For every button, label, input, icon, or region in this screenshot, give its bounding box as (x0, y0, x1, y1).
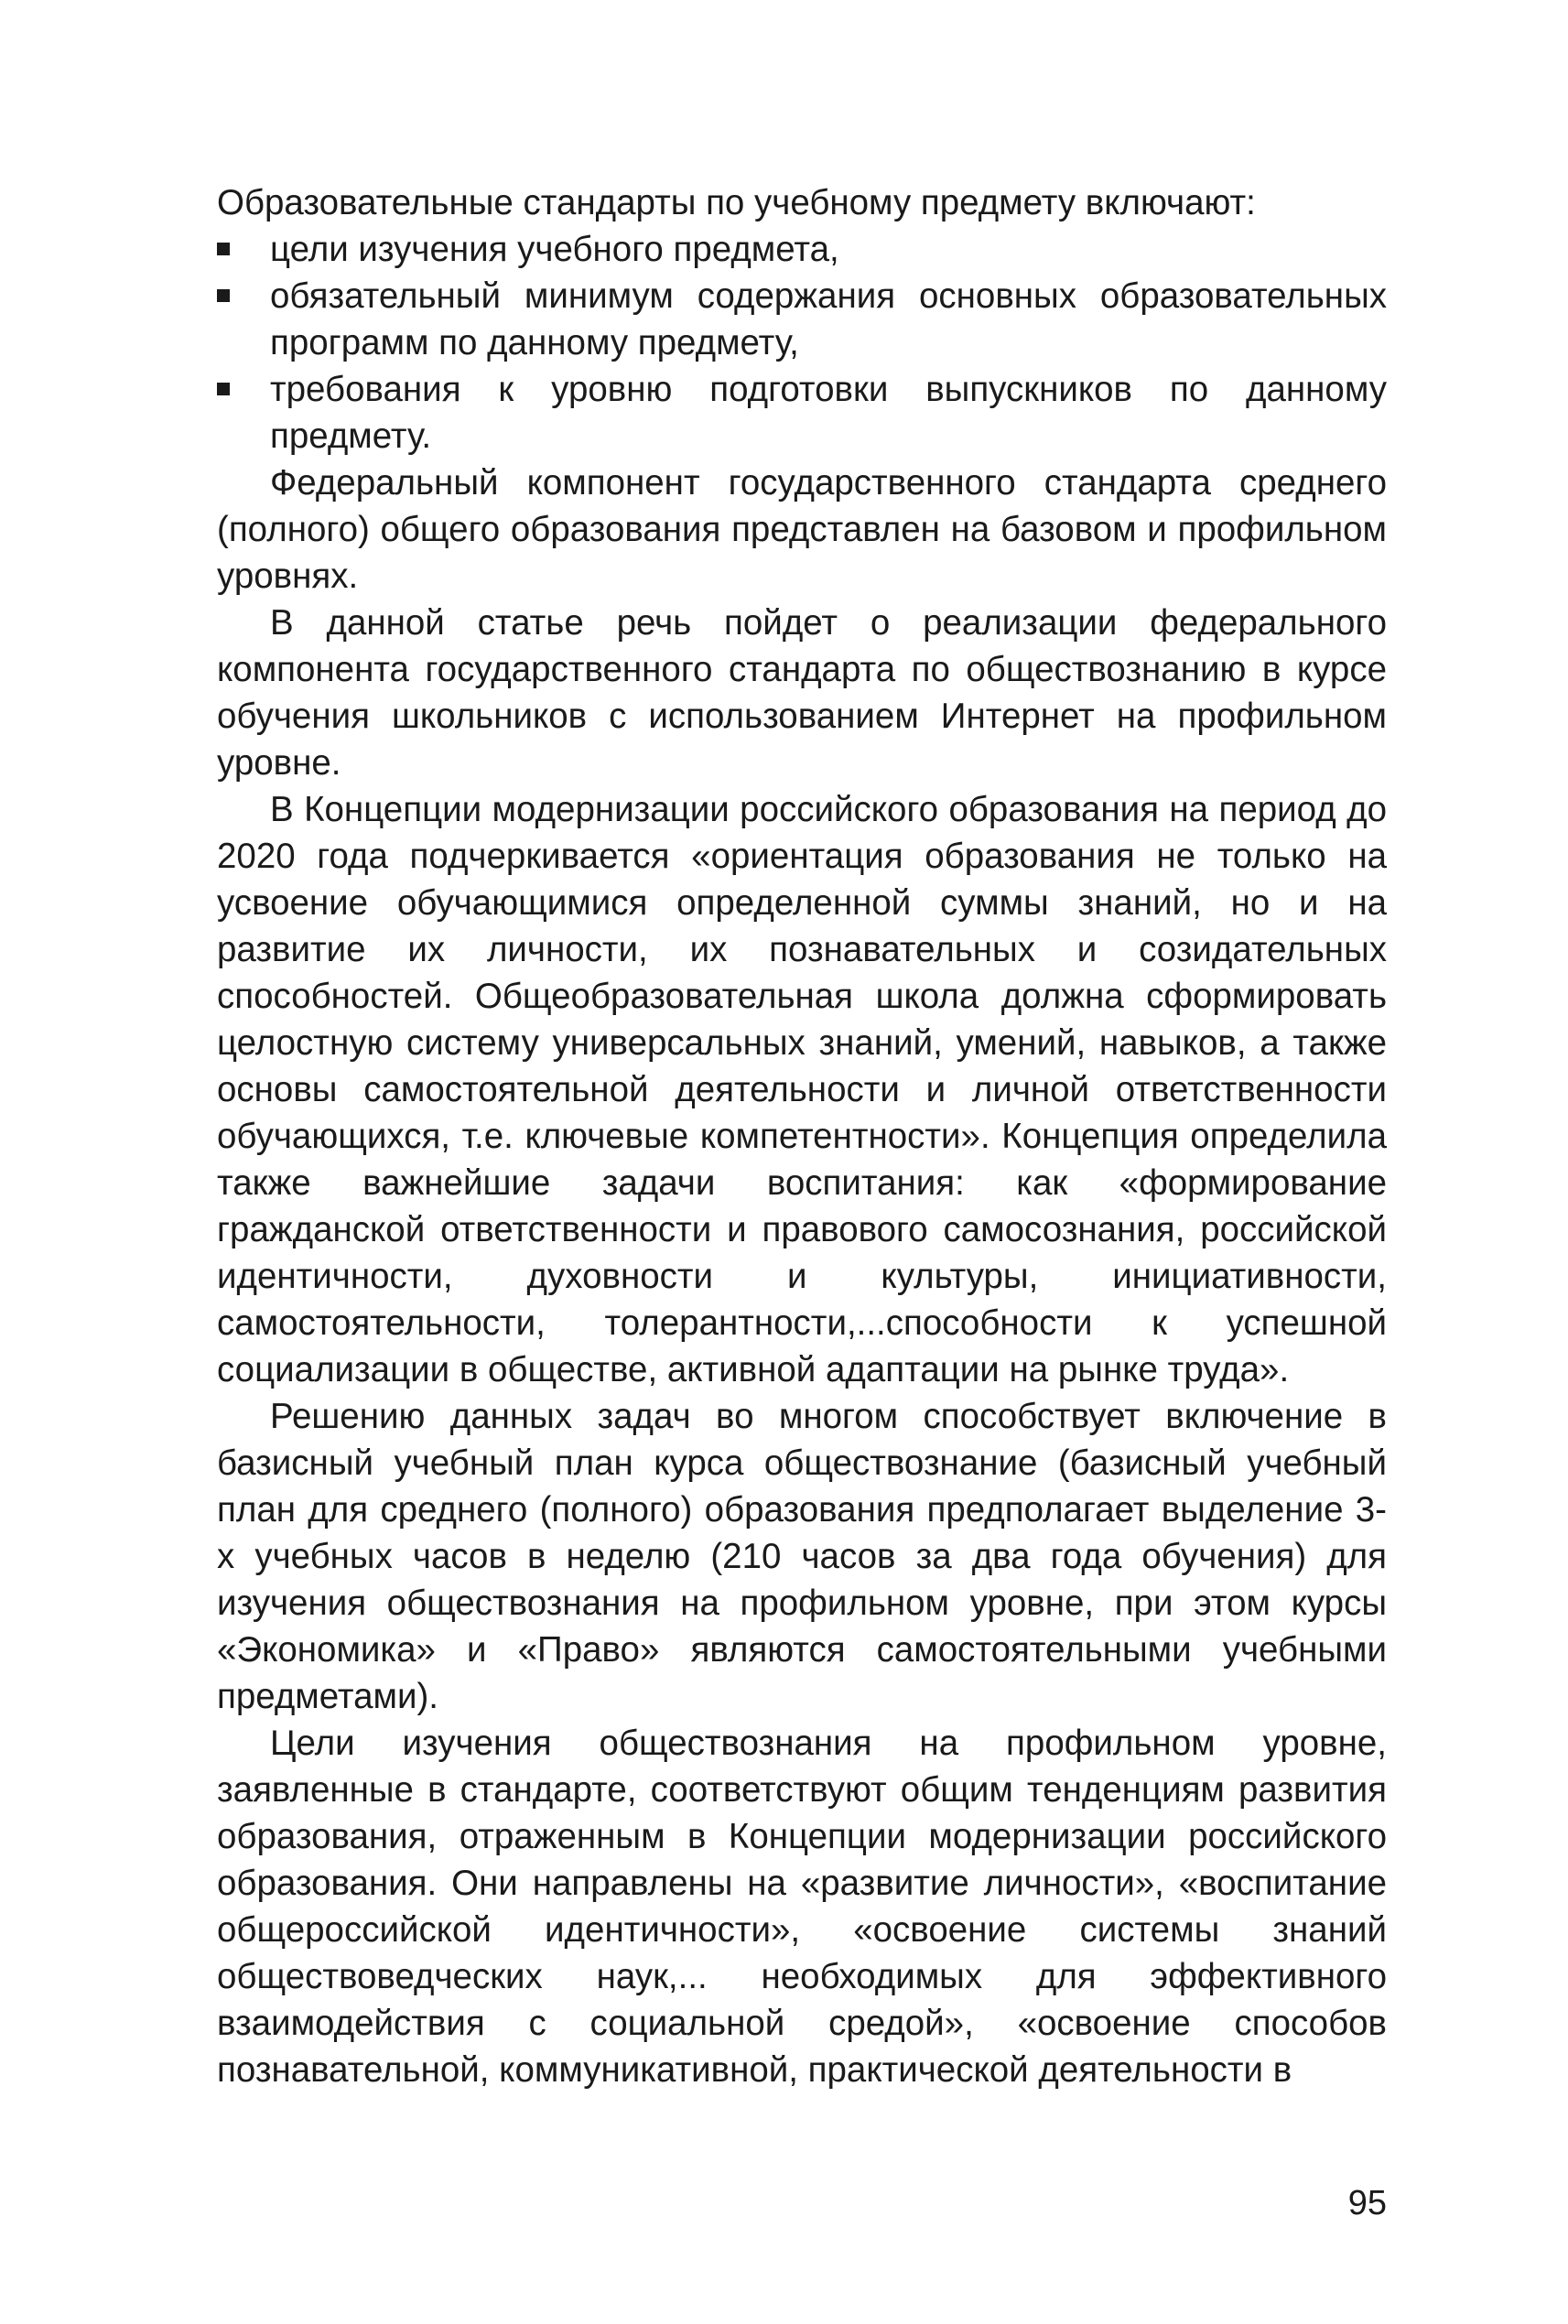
square-bullet-icon (217, 243, 230, 255)
list-item (270, 273, 1387, 366)
list-intro: Образовательные стандарты по учебному предмету включают: (217, 183, 1256, 222)
square-bullet-icon (217, 289, 230, 302)
page-body (217, 179, 1387, 2093)
list-item-text: цели изучения учебного предмета, (270, 230, 839, 269)
paragraph: В данной статье речь пойдет о реализации федерального компонента государственного стандарта по обществознанию в курсе обучения школьников с использованием Интернет на профильном уровне. (217, 603, 1387, 783)
list-item (270, 226, 1387, 273)
text-block (217, 179, 1387, 2093)
list-item-text: требования к уровню подготовки выпускников по данному предмету. (270, 370, 1387, 456)
page-number: 95 (1347, 2184, 1387, 2222)
list-item-text: обязательный минимум содержания основных образовательных программ по данному предмету, (270, 276, 1387, 362)
square-bullet-icon (217, 383, 230, 395)
paragraph: Федеральный компонент государственного стандарта среднего (полного) общего образования представлен на базовом и профильном уровнях. (217, 463, 1387, 596)
paragraph: Решению данных задач во многом способствует включение в базисный учебный план курса обществознание (базисный учебный план для среднего (полного) образования предполагает выделение 3-х учебных часов в неделю (210 часов за два года обучения) для изучения обществознания на профильном уровне, при этом курсы «Экономика» и «Право» являются самостоятельными учебными предметами). (217, 1397, 1387, 1716)
list-item (270, 366, 1387, 459)
paragraph: Цели изучения обществознания на профильном уровне, заявленные в стандарте, соответствуют общим тенденциям развития образования, отраженным в Концепции модернизации российского образования. Они направлены на «развитие личности», «воспитание общероссийской идентичности», «освоение системы знаний обществоведческих наук,... необходимых для эффективного взаимодействия с социальной средой», «освоение способов познавательной, коммуникативной, практической деятельности в (217, 1724, 1387, 2090)
bullet-list (217, 226, 1387, 459)
paragraph: В Концепции модернизации российского образования на период до 2020 года подчеркивается «ориентация образования не только на усвоение обучающимися определенной суммы знаний, но и на развитие их личности, их познавательных и созидательных способностей. Общеобразовательная школа должна сформировать целостную систему универсальных знаний, умений, навыков, а также основы самостоятельной деятельности и личной ответственности обучающихся, т.е. ключевые компетентности». Концепция определила также важнейшие задачи воспитания: как «формирование гражданской ответственности и правового самосознания, российской идентичности, духовности и культуры, инициативности, самостоятельности, толерантности,...способности к успешной социализации в обществе, активной адаптации на рынке труда». (217, 790, 1387, 1389)
